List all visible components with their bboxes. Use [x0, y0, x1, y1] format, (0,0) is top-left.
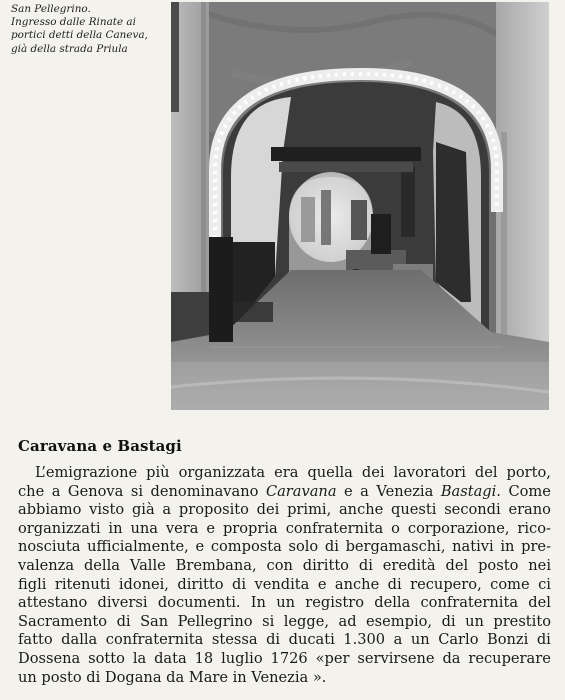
text-word: documenti.	[157, 594, 241, 612]
text-line	[18, 557, 551, 576]
text-word: che	[18, 482, 45, 500]
text-word: proposito	[178, 501, 249, 519]
text-word: prestito	[493, 612, 551, 630]
text-word: o	[391, 519, 400, 537]
text-word: Pellegrino	[177, 612, 253, 630]
text-word: figli	[18, 575, 47, 593]
text-word: questi	[391, 501, 437, 519]
text-word: una	[130, 519, 158, 537]
text-word: recuperare	[468, 649, 551, 667]
text-word: ufficialmente,	[87, 538, 189, 556]
text-word: primi,	[287, 501, 332, 519]
text-word: e	[344, 482, 353, 500]
text-word: come	[490, 575, 530, 593]
text-word: della	[374, 594, 411, 612]
text-word: a	[393, 631, 403, 649]
text-word: organizzati	[18, 519, 101, 537]
text-word: di	[86, 668, 101, 686]
text-word: 18	[194, 649, 214, 667]
text-word: corporazione,	[407, 519, 510, 537]
text-word: la	[132, 649, 147, 667]
text-word: nativi	[452, 538, 494, 556]
text-word: In	[250, 594, 266, 612]
text-word: più	[146, 464, 170, 481]
text-word: rico-	[517, 519, 551, 537]
text-line	[18, 631, 551, 650]
text-word: Genova	[67, 482, 124, 500]
text-word: diversi	[97, 594, 148, 612]
text-word: sotto	[88, 649, 125, 667]
text-word: «per	[315, 649, 350, 667]
text-word: un	[465, 612, 484, 630]
text-line	[18, 594, 551, 613]
text-word: idonei,	[118, 575, 169, 593]
text-word: di	[116, 612, 131, 630]
text-line	[18, 669, 551, 688]
arched-passage-photo	[171, 2, 549, 410]
text-word: in	[108, 519, 123, 537]
text-word: Brembana,	[175, 556, 257, 574]
text-word: servirsene	[357, 649, 435, 667]
text-word: con	[266, 556, 293, 574]
text-word: Venezia	[376, 482, 434, 500]
text-word: 1.300	[343, 631, 386, 649]
text-word: a	[360, 482, 369, 500]
text-word: un	[276, 594, 296, 612]
text-word: dei	[361, 464, 385, 481]
text-word: solo	[288, 538, 319, 556]
text-word: propria	[222, 519, 278, 537]
caption-line: San Pellegrino.	[11, 3, 91, 15]
text-word: Dossena	[18, 649, 81, 667]
text-line	[18, 650, 551, 669]
text-line	[18, 464, 551, 483]
text-word: e	[195, 538, 205, 556]
text-word: già	[131, 501, 155, 519]
text-word: organizzata	[178, 464, 266, 481]
text-word: attestano	[18, 594, 88, 612]
text-word: secondi	[444, 501, 501, 519]
text-word: di	[536, 631, 551, 649]
text-word: di	[387, 575, 402, 593]
text-word: del	[445, 556, 469, 574]
text-word: anche	[338, 501, 384, 519]
text-word: di	[324, 538, 339, 556]
text-word: valenza	[18, 556, 75, 574]
text-word: Venezia	[251, 668, 309, 686]
text-word: confraternita	[420, 594, 519, 612]
text-word: e	[206, 519, 216, 537]
text-word: Bastagi.	[440, 482, 501, 500]
caption-line: Ingresso dalle Rinate ai	[11, 16, 136, 29]
text-word: confraternita	[105, 631, 204, 649]
text-word: un	[410, 631, 430, 649]
text-word: ad	[338, 612, 357, 630]
text-word: vendita	[254, 575, 310, 593]
text-word: Dogana	[104, 668, 162, 686]
text-word: quella	[307, 464, 353, 481]
text-word: visto	[89, 501, 125, 519]
text-word: fatto	[18, 631, 53, 649]
text-word: luglio	[221, 649, 263, 667]
caption-line: già della strada Priula	[11, 42, 128, 55]
text-word: ducati	[288, 631, 335, 649]
text-word: erano	[508, 501, 551, 519]
text-word: ritenuti	[54, 575, 111, 593]
text-word: di	[266, 631, 281, 649]
text-word: era	[274, 464, 299, 481]
text-word: si	[262, 612, 275, 630]
text-word: eredità	[382, 556, 436, 574]
text-word: Sacramento	[18, 612, 108, 630]
text-word: dei	[256, 501, 280, 519]
text-word: nosciuta	[18, 538, 81, 556]
text-word: L’emigrazione	[35, 464, 138, 481]
body-paragraph	[18, 464, 551, 687]
text-word: recupero,	[410, 575, 482, 593]
text-word: e	[317, 575, 327, 593]
text-word: dalla	[61, 631, 98, 649]
text-word: diritto	[302, 556, 349, 574]
text-line	[18, 538, 551, 557]
text-word: della	[83, 556, 120, 574]
text-word: 1726	[270, 649, 308, 667]
text-line	[18, 613, 551, 632]
text-word: in	[232, 668, 247, 686]
text-line	[18, 576, 551, 595]
text-word: diritto	[177, 575, 224, 593]
text-word: del	[528, 594, 551, 612]
text-word: di	[441, 612, 456, 630]
text-word: un	[18, 668, 37, 686]
text-word: confraternita	[285, 519, 384, 537]
text-word: ».	[312, 668, 327, 686]
text-word: pre-	[521, 538, 551, 556]
text-word: esempio,	[366, 612, 433, 630]
text-word: Valle	[129, 556, 166, 574]
text-word: composta	[210, 538, 282, 556]
text-word: Bonzi	[487, 631, 529, 649]
text-word: del	[474, 464, 498, 481]
text-word: a	[51, 482, 61, 500]
text-line	[18, 483, 551, 502]
text-word: Mare	[188, 668, 229, 686]
text-line	[18, 520, 551, 539]
text-word: stessa	[211, 631, 258, 649]
text-word: in	[500, 538, 515, 556]
text-word: Caravana	[265, 482, 337, 500]
text-word: posto	[478, 556, 519, 574]
text-word: da	[442, 649, 461, 667]
text-word: posto	[41, 668, 82, 686]
text-word: a	[162, 501, 172, 519]
text-word: registro	[305, 594, 364, 612]
text-word: anche	[334, 575, 380, 593]
text-word: di	[358, 556, 373, 574]
text-word: legge,	[283, 612, 330, 630]
photo-caption	[11, 3, 171, 56]
text-word: bergamaschi,	[345, 538, 446, 556]
text-word: da	[166, 668, 185, 686]
text-word: ci	[538, 575, 551, 593]
text-word: denominavano	[150, 482, 259, 500]
text-word: Carlo	[438, 631, 479, 649]
section-heading: Caravana e Bastagi	[18, 437, 182, 455]
text-word: data	[154, 649, 187, 667]
text-line	[18, 501, 551, 520]
text-word: vera	[165, 519, 199, 537]
text-word: lavoratori	[393, 464, 466, 481]
text-word: abbiamo	[18, 501, 82, 519]
text-word: nei	[528, 556, 551, 574]
caption-line: portici detti della Caneva,	[11, 29, 148, 42]
text-word: si	[130, 482, 144, 500]
text-word: porto,	[506, 464, 551, 481]
text-word: San	[140, 612, 169, 630]
text-word: di	[232, 575, 247, 593]
text-word: Come	[508, 482, 551, 500]
